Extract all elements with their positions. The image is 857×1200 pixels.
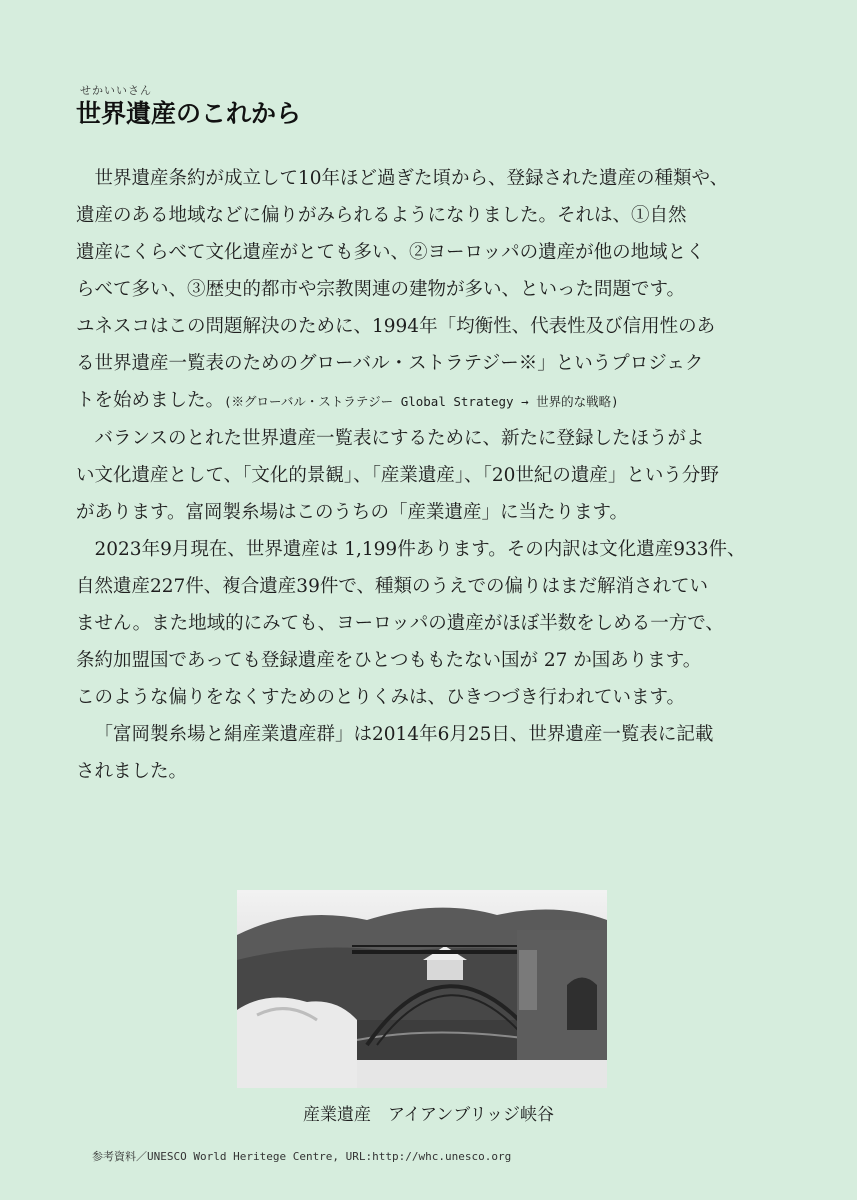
text-line: トを始めました。 [76, 390, 225, 411]
paragraph-4 [76, 716, 786, 790]
text-line: 遺産にくらべて文化遺産がとても多い、②ヨーロッパの遺産が他の地域とく [76, 242, 705, 263]
text-line: があります。富岡製糸場はこのうちの「産業遺産」に当たります。 [76, 502, 629, 523]
text-line: い文化遺産として、「文化的景観」、「産業遺産」、「20世紀の遺産」という分野 [76, 465, 719, 486]
paragraph-3 [76, 531, 786, 716]
photo-caption: 産業遺産 アイアンブリッジ峡谷 [303, 1105, 554, 1125]
text-line: る世界遺産一覧表のためのグローバル・ストラテジー※」というプロジェク [76, 353, 704, 374]
photo-drawing [237, 890, 607, 1088]
text-line: 「富岡製糸場と絹産業遺産群」は2014年6月25日、世界遺産一覧表に記載 [94, 724, 714, 745]
footnote: (※グローバル・ストラテジー Global Strategy → 世界的な戦略) [224, 394, 619, 409]
paragraph-1 [76, 160, 786, 420]
body-text [76, 160, 786, 790]
text-line: されました。 [76, 761, 188, 782]
text-line: ユネスコはこの問題解決のために、1994年「均衡性、代表性及び信用性のあ [76, 316, 716, 337]
text-line: 遺産のある地域などに偏りがみられるようになりました。それは、①自然 [76, 205, 687, 226]
page-title: 世界遺産のこれから [76, 99, 302, 128]
text-line: らべて多い、③歴史的都市や宗教関連の建物が多い、といった問題です。 [76, 279, 686, 300]
text-line: 2023年9月現在、世界遺産は 1,199件あります。その内訳は文化遺産933件、 [94, 539, 746, 560]
text-line: このような偏りをなくすためのとりくみは、ひきつづき行われています。 [76, 687, 686, 708]
iron-bridge-photo [237, 890, 607, 1088]
text-line: 条約加盟国であっても登録遺産をひとつももたない国が 27 か国あります。 [76, 650, 702, 671]
text-line: バランスのとれた世界遺産一覧表にするために、新たに登録したほうがよ [94, 428, 705, 449]
text-line: 世界遺産条約が成立して10年ほど過ぎた頃から、登録された遺産の種類や、 [94, 168, 729, 189]
paragraph-2 [76, 420, 786, 531]
text-line: ません。また地域的にみても、ヨーロッパの遺産がほぼ半数をしめる一方で、 [76, 613, 724, 634]
title-ruby: せかいいさん [80, 84, 152, 97]
reference-note: 参考資料／UNESCO World Heritege Centre, URL:http://whc.unesco.org [92, 1150, 512, 1163]
text-line: 自然遺産227件、複合遺産39件で、種類のうえでの偏りはまだ解消されてい [76, 576, 708, 597]
